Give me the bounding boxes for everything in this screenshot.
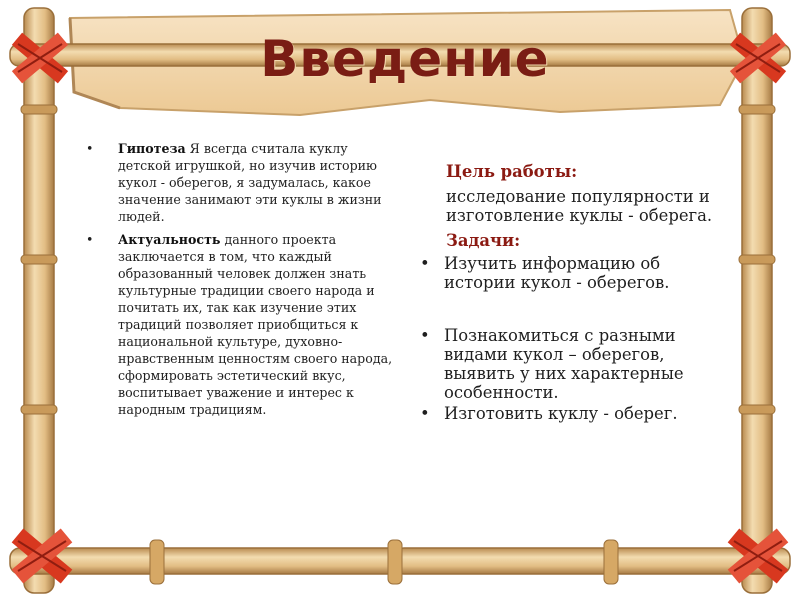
tasks-list [420,254,720,423]
goal-heading: Цель работы: [446,162,578,181]
list-item-hypothesis [86,140,398,225]
bullet-icon: • [86,232,94,247]
left-bullet-list [86,140,398,424]
list-item-relevance [86,231,398,418]
relevance-text: данного проекта заключается в том, что каждый образованный человек должен знать культурные традиции своего народа и почитать их, так как изучение этих традиций позволяет приобщиться к национальной культуре, духовно-нравственным ценностям своего народа, сформировать эстетический вкус, воспитывает уважение и интерес к народным традициям. [118,232,393,417]
bullet-icon: • [420,404,430,423]
hypothesis-text: Я всегда считала куклу детской игрушкой, но изучив историю кукол - оберегов, я задумалась, какое значение занимают эти куклы в жизни людей. [118,141,382,224]
relevance-label: Актуальность [118,232,221,247]
bottom-bamboo-pole [10,540,790,584]
bullet-icon: • [86,141,94,156]
bullet-icon: • [420,254,430,273]
tasks-heading: Задачи: [446,231,521,250]
hypothesis-label: Гипотеза [118,141,186,156]
task-text: Познакомиться с разными видами кукол – оберегов, выявить у них характерные особенности. [444,326,684,402]
task-item [420,326,720,402]
slide-title: Введение [260,30,550,88]
task-item [420,404,720,423]
task-item [420,254,720,292]
right-bamboo-pole [739,8,775,593]
task-text: Изготовить куклу - оберег. [444,404,678,423]
left-bamboo-pole [21,8,57,593]
goal-text: исследование популярности и изготовление куклы - оберега. [446,187,713,225]
right-column [420,162,720,423]
bullet-icon: • [420,326,430,345]
task-text: Изучить информацию об истории кукол - оберегов. [444,254,670,292]
